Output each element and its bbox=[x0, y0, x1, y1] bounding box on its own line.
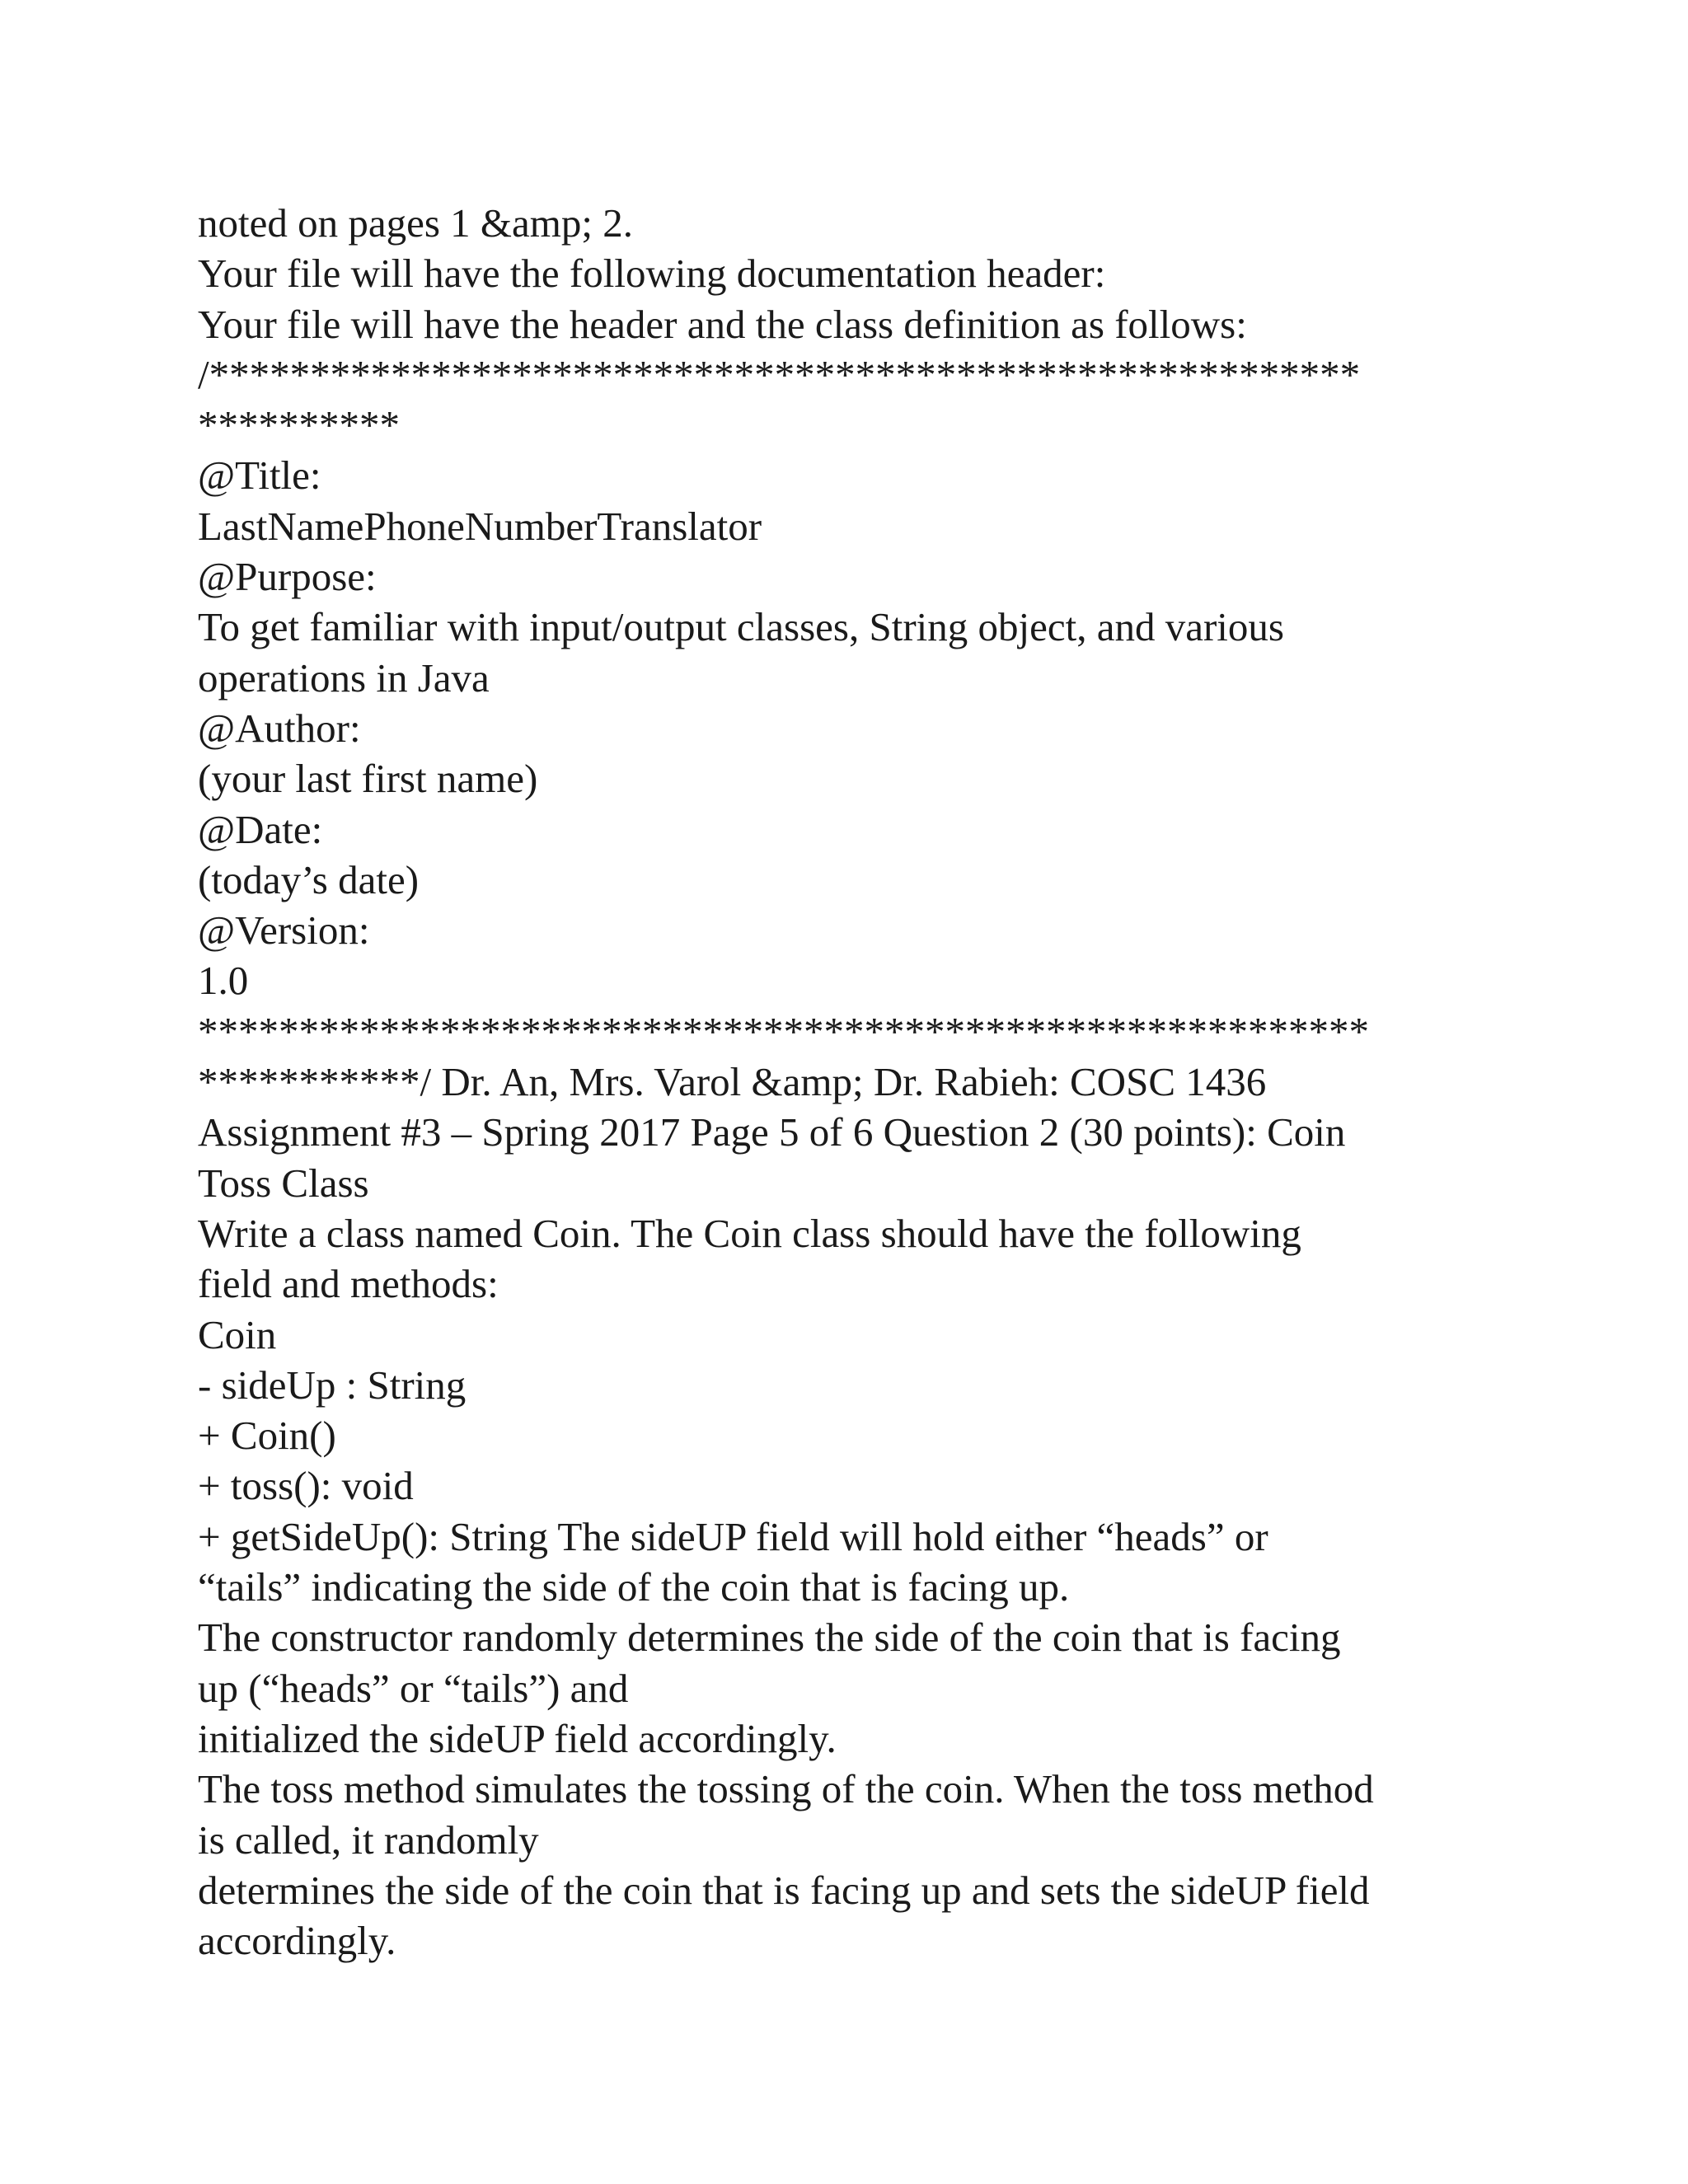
question-heading-cont: Toss Class bbox=[198, 1160, 369, 1206]
uml-method: + toss(): void bbox=[198, 1463, 414, 1509]
purpose-tag: @Purpose: bbox=[198, 554, 377, 600]
header-border-bottom-cont: ***********/ Dr. An, Mrs. Varol &amp; Dr. Rabieh: COSC 1436 bbox=[198, 1059, 1267, 1105]
uml-method: + Coin() bbox=[198, 1413, 336, 1459]
text-line: The toss method simulates the tossing of the coin. When the toss method bbox=[198, 1766, 1374, 1812]
author-tag: @Author: bbox=[198, 705, 361, 751]
text-line: field and methods: bbox=[198, 1261, 499, 1307]
text-line: Your file will have the following documentation header: bbox=[198, 251, 1106, 297]
purpose-value-cont: operations in Java bbox=[198, 654, 490, 701]
version-tag: @Version: bbox=[198, 907, 370, 954]
text-line: noted on pages 1 &amp; 2. bbox=[198, 200, 634, 246]
purpose-value: To get familiar with input/output classes, String object, and various bbox=[198, 604, 1284, 650]
question-heading: Assignment #3 – Spring 2017 Page 5 of 6 Question 2 (30 points): Coin bbox=[198, 1109, 1346, 1155]
header-border-top-cont: ********** bbox=[198, 402, 400, 448]
title-value: LastNamePhoneNumberTranslator bbox=[198, 503, 762, 549]
document-page bbox=[198, 198, 1525, 1966]
text-line: is called, it randomly bbox=[198, 1816, 539, 1863]
header-border-top: /********************************************************* bbox=[198, 351, 1361, 397]
text-line: accordingly. bbox=[198, 1918, 396, 1964]
date-tag: @Date: bbox=[198, 806, 323, 852]
text-line: determines the side of the coin that is facing up and sets the sideUP field bbox=[198, 1867, 1370, 1913]
text-line: up (“heads” or “tails”) and bbox=[198, 1665, 629, 1711]
uml-method: + getSideUp(): String The sideUP field will hold either “heads” or bbox=[198, 1513, 1268, 1559]
uml-field: - sideUp : String bbox=[198, 1361, 467, 1408]
version-value: 1.0 bbox=[198, 958, 249, 1004]
author-value: (your last first name) bbox=[198, 756, 538, 802]
text-line: The constructor randomly determines the side of the coin that is facing bbox=[198, 1615, 1341, 1661]
text-line: Write a class named Coin. The Coin class should have the following bbox=[198, 1210, 1301, 1256]
header-border-bottom: ********************************************************** bbox=[198, 1008, 1369, 1054]
text-line: Your file will have the header and the class definition as follows: bbox=[198, 301, 1247, 347]
text-line: initialized the sideUP field accordingly. bbox=[198, 1715, 837, 1761]
date-value: (today’s date) bbox=[198, 856, 420, 902]
uml-class-name: Coin bbox=[198, 1311, 277, 1357]
text-line: “tails” indicating the side of the coin that is facing up. bbox=[198, 1564, 1070, 1610]
title-tag: @Title: bbox=[198, 452, 321, 499]
